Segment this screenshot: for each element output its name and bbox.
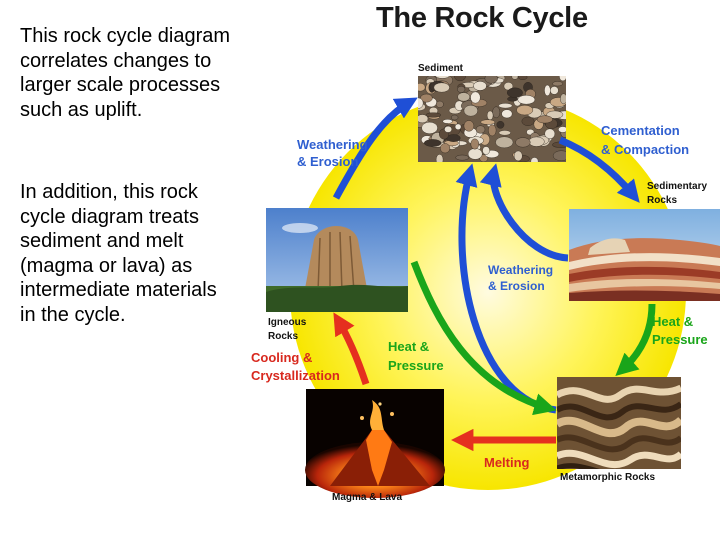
pebble (455, 124, 461, 130)
igneous-label-line2: Rocks (268, 331, 299, 342)
pebble (436, 74, 449, 79)
pebble (517, 105, 533, 115)
pebble (474, 81, 487, 90)
pebble (444, 126, 451, 132)
weathering-inner-label-line2: & Erosion (488, 279, 545, 293)
pebble (518, 95, 535, 104)
pebble (440, 143, 450, 153)
heat-pressure-inner-label-line1: Heat & (388, 339, 430, 354)
heat-pressure-right-label-line2: Pressure (652, 332, 708, 347)
weathering-inner-label-line1: Weathering (488, 263, 554, 277)
pebble (451, 115, 458, 120)
sediment-label: Sediment (418, 63, 464, 74)
pebble (481, 120, 495, 125)
cementation-label-line1: Cementation (601, 123, 680, 138)
detail-paragraph: In addition, this rock cycle diagram treats sediment and melt (magma or lava) as intermediate materials in the cycle. (20, 181, 217, 326)
pebble (560, 94, 567, 104)
sedimentary-label-line1: Sedimentary (647, 181, 708, 192)
pebble (512, 74, 518, 79)
pebble (516, 138, 531, 148)
sedimentary-rock-image (569, 209, 720, 301)
pebble (487, 111, 493, 120)
melting-label: Melting (484, 455, 530, 470)
magma-lava-image (305, 389, 445, 498)
pebble (544, 85, 550, 96)
magma-label: Magma & Lava (332, 492, 403, 503)
pebble (426, 113, 441, 118)
heat-pressure-inner-label-line2: Pressure (388, 358, 444, 373)
pebble (436, 101, 443, 108)
sediment-image (413, 71, 573, 165)
pebble (522, 117, 534, 126)
weathering-outer-label-line2: & Erosion (297, 154, 359, 169)
weathering-outer-label-line1: Weathering (297, 137, 368, 152)
pebble (417, 115, 428, 123)
metamorphic-rock-image (557, 377, 681, 475)
pebble (502, 110, 513, 118)
pebble (493, 107, 500, 118)
cementation-label-line2: & Compaction (601, 142, 690, 157)
pebble (518, 75, 527, 80)
pebble (464, 121, 474, 132)
pebble (422, 122, 438, 134)
cooling-label-line2: Crystallization (251, 368, 340, 383)
pebble (514, 151, 522, 161)
heat-pressure-right-label-line1: Heat & (652, 314, 694, 329)
metamorphic-label: Metamorphic Rocks (560, 472, 656, 483)
intro-paragraph: This rock cycle diagram correlates changes to larger scale processes such as uplift. (20, 25, 231, 121)
pebble (443, 119, 453, 123)
pebble (488, 125, 496, 136)
diagram-title: The Rock Cycle (376, 2, 588, 34)
pebble (424, 139, 441, 146)
pebble (476, 126, 485, 134)
pebble (507, 88, 522, 98)
igneous-label-line1: Igneous (268, 317, 307, 328)
pebble (537, 116, 553, 123)
pebble (529, 137, 545, 147)
pebble (499, 130, 511, 135)
igneous-rock-image (266, 208, 408, 312)
pebble (496, 137, 514, 148)
sedimentary-label-line2: Rocks (647, 195, 678, 206)
pebble (457, 86, 465, 92)
pebble (497, 121, 504, 128)
pebble (559, 72, 566, 81)
pebble (499, 103, 513, 108)
pebble (413, 98, 423, 109)
cooling-label-line1: Cooling & (251, 350, 313, 365)
pebble (468, 148, 482, 159)
pebble (471, 92, 481, 103)
pebble (458, 93, 470, 102)
pebble (558, 127, 567, 133)
pebble (415, 83, 425, 91)
pebble (485, 74, 498, 84)
pebble (456, 155, 469, 160)
pebble (471, 139, 479, 149)
pebble (434, 83, 450, 92)
pebble (464, 105, 478, 116)
pebble (483, 147, 490, 155)
pebble (550, 86, 558, 94)
pebble (553, 81, 563, 86)
